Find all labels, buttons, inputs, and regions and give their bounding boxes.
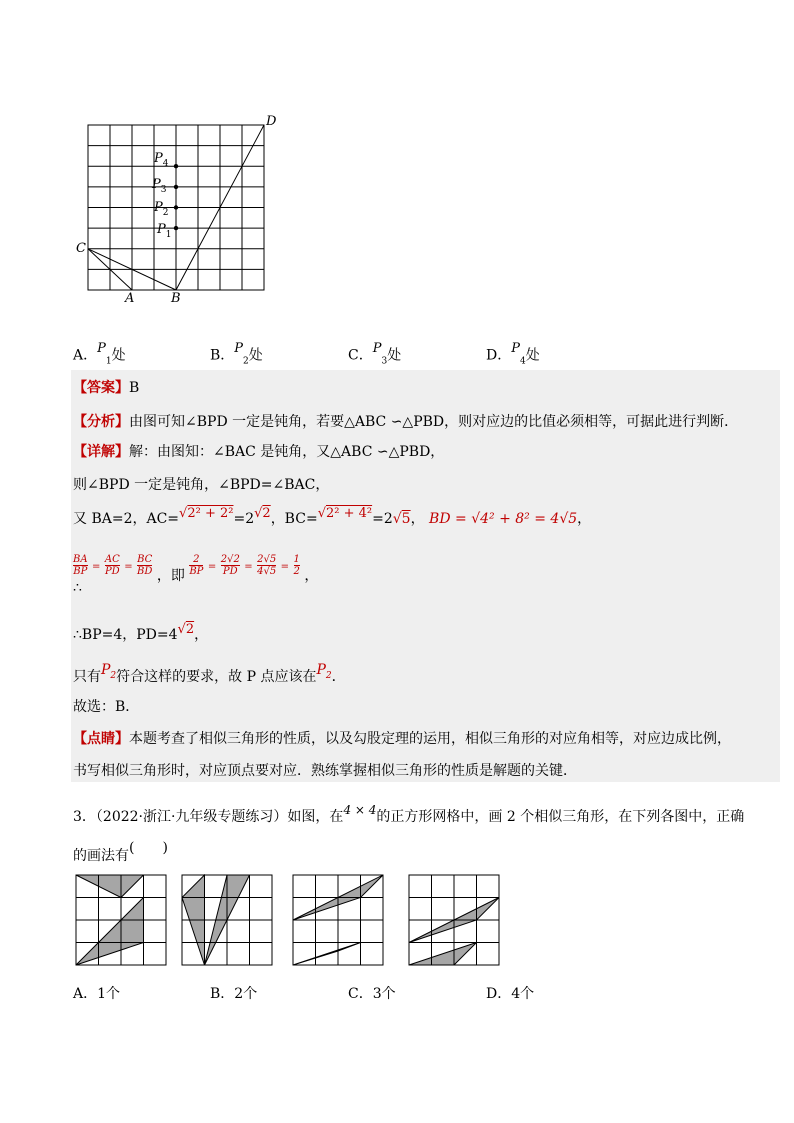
detail-line-2: 则∠BPD 一定是钝角，∠BPD=∠BAC， (73, 477, 330, 493)
detail-line-3: 又 BA=2，AC=√2² + 2²=2√2，BC=√2² + 4²=2√5， BD = √4² + 8² = 4√5， (73, 506, 592, 527)
select-line: 故选：B． (73, 699, 140, 715)
label-p2: $P_2$ (154, 200, 169, 218)
label-a: A (125, 291, 135, 306)
proportion-line: $\frac{BA}{BP}$ = $\frac{AC}{PD}$ = $\frac{BC}{BD}$ ，即 $\frac{2}{BP}$ = $\frac{2√2}{PD}$ = $\frac{2√5}{4√5}$ = $\frac{1}{2}$ ， (73, 554, 319, 584)
geometry-figure (70, 110, 290, 310)
q3-figure-1 (75, 874, 169, 968)
label-d: D (266, 114, 277, 129)
choice-b[interactable]: B．$^P_2$处 (210, 341, 263, 367)
detail-line-6: 只有$P_2$符合这样的要求，故 P 点应该在$P_2$． (73, 662, 346, 685)
comment-line-1: 【点睛】本题考查了相似三角形的性质，以及勾股定理的运用，相似三角形的对应角相等，对应边成比例， (73, 731, 731, 747)
detail-line-1: 【详解】解：由图知：∠BAC 是钝角，又△ABC ∽△PBD， (73, 444, 445, 460)
choice-d[interactable]: D．$^P_4$处 (486, 341, 540, 367)
analysis-line: 【分析】由图可知∠BPD 一定是钝角，若要△ABC ∽△PBD，则对应边的比值必须相等，可据此进行判断． (73, 414, 739, 430)
q3-choice-b[interactable]: B．2个 (210, 986, 258, 1002)
q3-figure-3 (292, 874, 386, 968)
question-3-stem-2: 的画法有( ) (73, 840, 168, 864)
answer-line: 【答案】B (73, 380, 140, 396)
label-c: C (76, 241, 86, 256)
comment-line-2: 书写相似三角形时，对应顶点要对应．熟练掌握相似三角形的性质是解题的关键． (73, 763, 577, 779)
q3-choice-d[interactable]: D．4个 (486, 986, 535, 1002)
q3-choice-a[interactable]: A．1个 (73, 986, 121, 1002)
question-3-stem: 3．（2022·浙江·九年级专题练习）如图，在4 × 4的正方形网格中，画 2 个相似三角形，在下列各图中，正确 (73, 803, 745, 825)
choice-a[interactable]: A．$^P_1$处 (73, 341, 126, 367)
label-p3: $P_3$ (152, 177, 167, 195)
label-p1: $P_1$ (157, 222, 172, 240)
therefore-symbol: ∴ (73, 580, 82, 596)
q3-figure-2 (181, 874, 275, 968)
q3-choice-c[interactable]: C．3个 (348, 986, 396, 1002)
label-p4: $P_4$ (154, 151, 169, 169)
detail-line-5: ∴BP=4，PD=4√2， (73, 622, 209, 643)
q3-figure-4 (408, 874, 502, 968)
choice-c[interactable]: C．$^P_3$处 (348, 341, 402, 367)
label-b: B (171, 291, 181, 306)
